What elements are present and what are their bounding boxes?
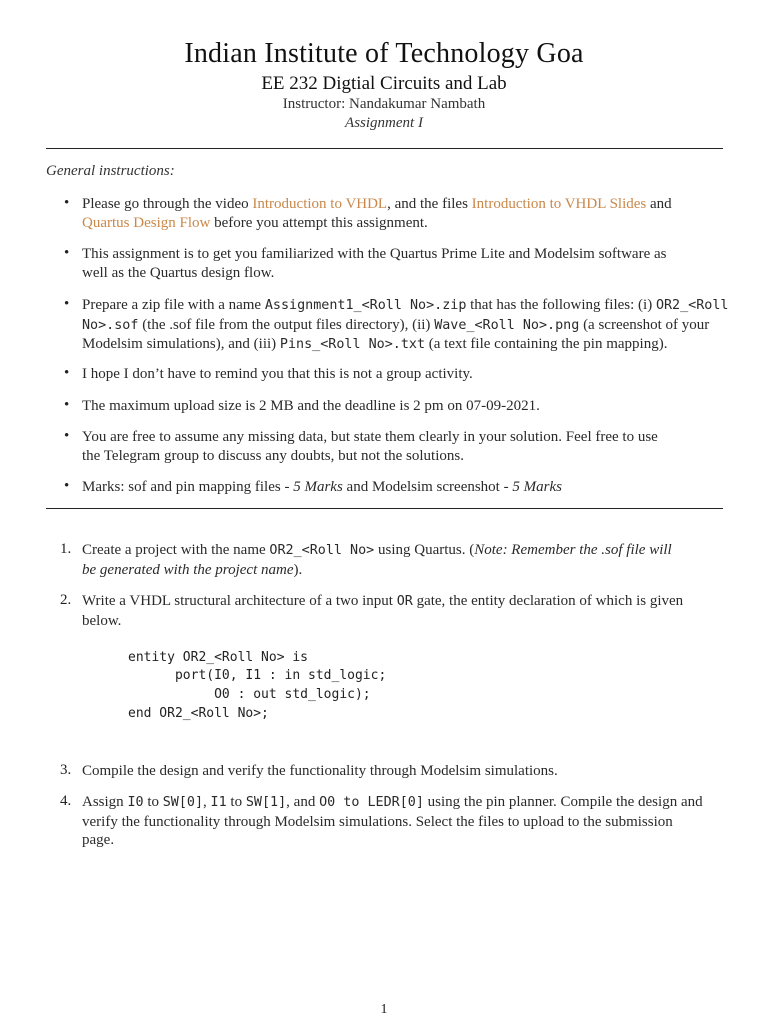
instruction-text: that has the following files: (i) bbox=[466, 297, 656, 313]
sof-filename-code: OR2_<Roll bbox=[655, 298, 729, 313]
question-text: gate, the entity declaration of which is given bbox=[412, 593, 684, 609]
instruction-text: Marks: sof and pin mapping files - bbox=[82, 479, 294, 495]
code-line: entity OR2_<Roll No> is bbox=[128, 650, 309, 665]
question-text: , bbox=[203, 794, 211, 810]
instruction-text: , and the files bbox=[387, 196, 472, 212]
bullet-icon: • bbox=[64, 397, 70, 413]
instruction-text: Please go through the video bbox=[82, 196, 253, 212]
question-text: using Quartus. ( bbox=[374, 542, 475, 558]
instruction-item-individual: I hope I don’t have to remind you that this is not a group activity. bbox=[82, 366, 473, 382]
instruction-item-marks bbox=[82, 478, 723, 497]
bullet-icon: • bbox=[64, 245, 70, 261]
question-4 bbox=[82, 793, 723, 850]
question-text: to bbox=[143, 794, 163, 810]
question-text: page. bbox=[82, 832, 115, 849]
bullet-icon: • bbox=[64, 296, 70, 312]
bullet-icon: • bbox=[64, 428, 70, 444]
zip-filename-code: Assignment1_<Roll No>.zip bbox=[264, 298, 467, 313]
marks-value: 5 Marks bbox=[512, 479, 562, 495]
question-1 bbox=[82, 541, 723, 579]
question-text: to bbox=[226, 794, 246, 810]
instruction-text: (a screenshot of your bbox=[579, 316, 710, 333]
question-2 bbox=[82, 592, 723, 630]
note-text: be generated with the project name bbox=[82, 561, 294, 578]
general-instructions-heading: General instructions: bbox=[46, 163, 175, 179]
question-text: , and bbox=[286, 794, 320, 810]
code-line: port(I0, I1 : in std_logic; bbox=[128, 668, 387, 683]
link-intro-vhdl-slides[interactable]: Introduction to VHDL Slides bbox=[471, 196, 647, 212]
question-text: using the pin planner. Compile the design and bbox=[423, 794, 703, 810]
pin-code: SW[0] bbox=[162, 795, 204, 810]
instruction-text: and Modelsim screenshot - bbox=[342, 479, 513, 495]
instruction-item-deadline: The maximum upload size is 2 MB and the deadline is 2 pm on 07-09-2021. bbox=[82, 398, 540, 414]
instruction-item-familiarize bbox=[82, 245, 723, 282]
instruction-text: (a text file containing the pin mapping). bbox=[425, 336, 668, 353]
question-text: below. bbox=[82, 612, 122, 629]
assignment-label: Assignment I bbox=[345, 115, 423, 131]
note-text: Note: Remember the .sof file will bbox=[474, 542, 672, 558]
bullet-icon: • bbox=[64, 195, 70, 211]
instruction-text: Prepare a zip file with a name bbox=[82, 297, 265, 313]
question-3: Compile the design and verify the functionality through Modelsim simulations. bbox=[82, 763, 558, 779]
question-number: 3. bbox=[60, 762, 72, 778]
bottom-divider bbox=[46, 508, 723, 509]
instruction-line: This assignment is to get you familiarized with the Quartus Prime Lite and Modelsim software as bbox=[82, 246, 667, 262]
instruction-text: before you attempt this assignment. bbox=[210, 214, 428, 231]
question-text: ). bbox=[293, 561, 303, 578]
question-text: Create a project with the name bbox=[82, 542, 270, 558]
instruction-item-video bbox=[82, 195, 723, 232]
project-name-code: OR2_<Roll No> bbox=[269, 543, 375, 558]
pin-code: I1 bbox=[210, 795, 227, 810]
question-text: Assign bbox=[82, 794, 128, 810]
code-line: end OR2_<Roll No>; bbox=[128, 706, 269, 721]
instruction-text: Modelsim simulations), and (iii) bbox=[82, 336, 280, 353]
question-text: verify the functionality through Modelsim simulations. Select the files to upload to the submission bbox=[82, 813, 673, 830]
or-gate-code: OR bbox=[396, 594, 413, 609]
pin-code: I0 bbox=[127, 795, 144, 810]
institute-title: Indian Institute of Technology Goa bbox=[184, 38, 584, 69]
link-intro-vhdl-video[interactable]: Introduction to VHDL bbox=[252, 196, 388, 212]
course-title: EE 232 Digtial Circuits and Lab bbox=[261, 73, 507, 94]
instruction-text: and bbox=[646, 196, 672, 212]
bullet-icon: • bbox=[64, 365, 70, 381]
instruction-item-assumptions bbox=[82, 428, 723, 465]
question-number: 1. bbox=[60, 541, 72, 557]
question-number: 4. bbox=[60, 793, 72, 809]
instruction-line: You are free to assume any missing data, but state them clearly in your solution. Feel free to use bbox=[82, 429, 658, 445]
page-number: 1 bbox=[380, 1002, 388, 1017]
instruction-text: (the .sof file from the output files directory), (ii) bbox=[138, 316, 435, 333]
code-line: O0 : out std_logic); bbox=[128, 687, 371, 702]
pin-code: SW[1] bbox=[245, 795, 287, 810]
bullet-icon: • bbox=[64, 478, 70, 494]
instruction-line: well as the Quartus design flow. bbox=[82, 264, 275, 281]
marks-value: 5 Marks bbox=[293, 479, 343, 495]
wave-filename-code: Wave_<Roll No>.png bbox=[434, 317, 580, 333]
pins-filename-code: Pins_<Roll No>.txt bbox=[279, 337, 426, 353]
sof-filename-code: No>.sof bbox=[82, 317, 139, 333]
instruction-line: the Telegram group to discuss any doubts, but not the solutions. bbox=[82, 447, 464, 464]
instruction-item-zip bbox=[82, 296, 729, 355]
instructor-name: Instructor: Nandakumar Nambath bbox=[282, 96, 486, 112]
question-number: 2. bbox=[60, 592, 72, 608]
link-quartus-design-flow[interactable]: Quartus Design Flow bbox=[82, 214, 211, 231]
pin-code: O0 to LEDR[0] bbox=[319, 795, 424, 810]
top-divider bbox=[46, 148, 723, 149]
question-text: Write a VHDL structural architecture of a two input bbox=[82, 593, 397, 609]
